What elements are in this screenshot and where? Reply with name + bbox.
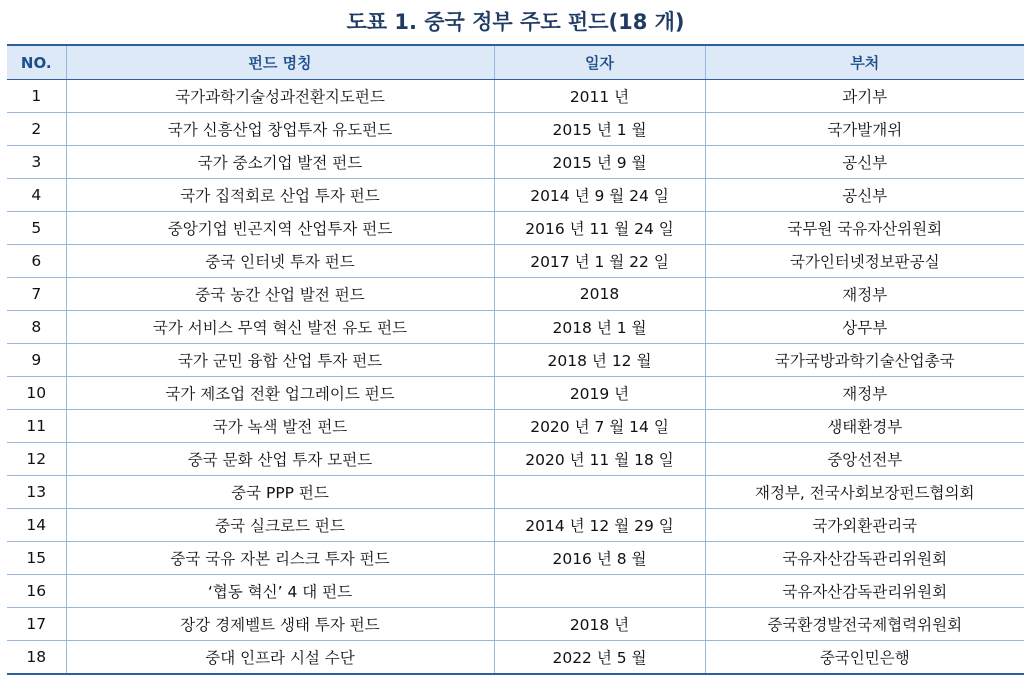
cell-fund-name: 국가 제조업 전환 업그레이드 펀드	[66, 377, 494, 410]
cell-date: 2020 년 7 월 14 일	[494, 410, 705, 443]
table-row	[7, 245, 1024, 278]
cell-department: 국가국방과학기술산업총국	[705, 344, 1024, 377]
cell-department: 국가외환관리국	[705, 509, 1024, 542]
header-fund-name: 펀드 명칭	[66, 45, 494, 80]
table-row	[7, 113, 1024, 146]
cell-no: 13	[7, 476, 66, 509]
cell-department: 중국환경발전국제협력위원회	[705, 608, 1024, 641]
cell-no: 3	[7, 146, 66, 179]
cell-no: 14	[7, 509, 66, 542]
cell-department: 국무원 국유자산위원회	[705, 212, 1024, 245]
cell-date: 2018 년 1 월	[494, 311, 705, 344]
table-row	[7, 509, 1024, 542]
table-row	[7, 608, 1024, 641]
cell-date: 2015 년 9 월	[494, 146, 705, 179]
cell-fund-name: 국가 녹색 발전 펀드	[66, 410, 494, 443]
table-row	[7, 410, 1024, 443]
cell-date: 2016 년 11 월 24 일	[494, 212, 705, 245]
header-no: NO.	[7, 45, 66, 80]
cell-department: 중국인민은행	[705, 641, 1024, 675]
cell-no: 8	[7, 311, 66, 344]
cell-fund-name: 국가과학기술성과전환지도펀드	[66, 80, 494, 113]
cell-department: 생태환경부	[705, 410, 1024, 443]
table-row	[7, 575, 1024, 608]
table-header	[7, 45, 1024, 80]
cell-date: 2014 년 12 월 29 일	[494, 509, 705, 542]
cell-date: 2018 년	[494, 608, 705, 641]
cell-department: 국유자산감독관리위원회	[705, 575, 1024, 608]
cell-department: 국가인터넷정보판공실	[705, 245, 1024, 278]
table-row	[7, 278, 1024, 311]
cell-department: 국유자산감독관리위원회	[705, 542, 1024, 575]
cell-no: 7	[7, 278, 66, 311]
header-date: 일자	[494, 45, 705, 80]
table-row	[7, 542, 1024, 575]
table-row	[7, 80, 1024, 113]
table-row	[7, 476, 1024, 509]
cell-fund-name: 국가 신흥산업 창업투자 유도펀드	[66, 113, 494, 146]
cell-date: 2011 년	[494, 80, 705, 113]
cell-fund-name: 국가 집적회로 산업 투자 펀드	[66, 179, 494, 212]
cell-department: 중앙선전부	[705, 443, 1024, 476]
cell-fund-name: 중국 문화 산업 투자 모펀드	[66, 443, 494, 476]
cell-fund-name: 중국 실크로드 펀드	[66, 509, 494, 542]
cell-no: 1	[7, 80, 66, 113]
table-row	[7, 212, 1024, 245]
table-row	[7, 179, 1024, 212]
table-row	[7, 146, 1024, 179]
table-row	[7, 344, 1024, 377]
cell-date: 2014 년 9 월 24 일	[494, 179, 705, 212]
cell-date: 2022 년 5 월	[494, 641, 705, 675]
table-row	[7, 443, 1024, 476]
cell-department: 재정부, 전국사회보장펀드협의회	[705, 476, 1024, 509]
cell-date	[494, 476, 705, 509]
cell-no: 11	[7, 410, 66, 443]
cell-fund-name: 중국 인터넷 투자 펀드	[66, 245, 494, 278]
cell-department: 국가발개위	[705, 113, 1024, 146]
cell-fund-name: 중국 PPP 펀드	[66, 476, 494, 509]
cell-department: 과기부	[705, 80, 1024, 113]
cell-department: 재정부	[705, 278, 1024, 311]
table-row	[7, 311, 1024, 344]
cell-fund-name: 국가 군민 융합 산업 투자 펀드	[66, 344, 494, 377]
cell-no: 10	[7, 377, 66, 410]
cell-date: 2017 년 1 월 22 일	[494, 245, 705, 278]
cell-no: 17	[7, 608, 66, 641]
cell-no: 2	[7, 113, 66, 146]
header-department: 부처	[705, 45, 1024, 80]
cell-date: 2018 년 12 월	[494, 344, 705, 377]
cell-date: 2016 년 8 월	[494, 542, 705, 575]
cell-fund-name: 장강 경제벨트 생태 투자 펀드	[66, 608, 494, 641]
cell-fund-name: 중국 국유 자본 리스크 투자 펀드	[66, 542, 494, 575]
cell-department: 재정부	[705, 377, 1024, 410]
cell-department: 상무부	[705, 311, 1024, 344]
table-row	[7, 641, 1024, 675]
table-body	[7, 80, 1024, 675]
cell-no: 16	[7, 575, 66, 608]
cell-no: 9	[7, 344, 66, 377]
cell-fund-name: 중앙기업 빈곤지역 산업투자 펀드	[66, 212, 494, 245]
cell-no: 4	[7, 179, 66, 212]
cell-no: 18	[7, 641, 66, 675]
fund-table	[7, 44, 1024, 675]
header-row	[7, 45, 1024, 80]
cell-department: 공신부	[705, 179, 1024, 212]
cell-no: 5	[7, 212, 66, 245]
cell-date: 2020 년 11 월 18 일	[494, 443, 705, 476]
table-title: 도표 1. 중국 정부 주도 펀드(18 개)	[346, 10, 685, 34]
table-row	[7, 377, 1024, 410]
cell-fund-name: ‘협동 혁신’ 4 대 펀드	[66, 575, 494, 608]
cell-fund-name: 중대 인프라 시설 수단	[66, 641, 494, 675]
cell-fund-name: 국가 중소기업 발전 펀드	[66, 146, 494, 179]
cell-date: 2018	[494, 278, 705, 311]
cell-department: 공신부	[705, 146, 1024, 179]
cell-date: 2015 년 1 월	[494, 113, 705, 146]
cell-no: 6	[7, 245, 66, 278]
cell-fund-name: 국가 서비스 무역 혁신 발전 유도 펀드	[66, 311, 494, 344]
cell-no: 15	[7, 542, 66, 575]
cell-no: 12	[7, 443, 66, 476]
cell-fund-name: 중국 농간 산업 발전 펀드	[66, 278, 494, 311]
cell-date	[494, 575, 705, 608]
cell-date: 2019 년	[494, 377, 705, 410]
